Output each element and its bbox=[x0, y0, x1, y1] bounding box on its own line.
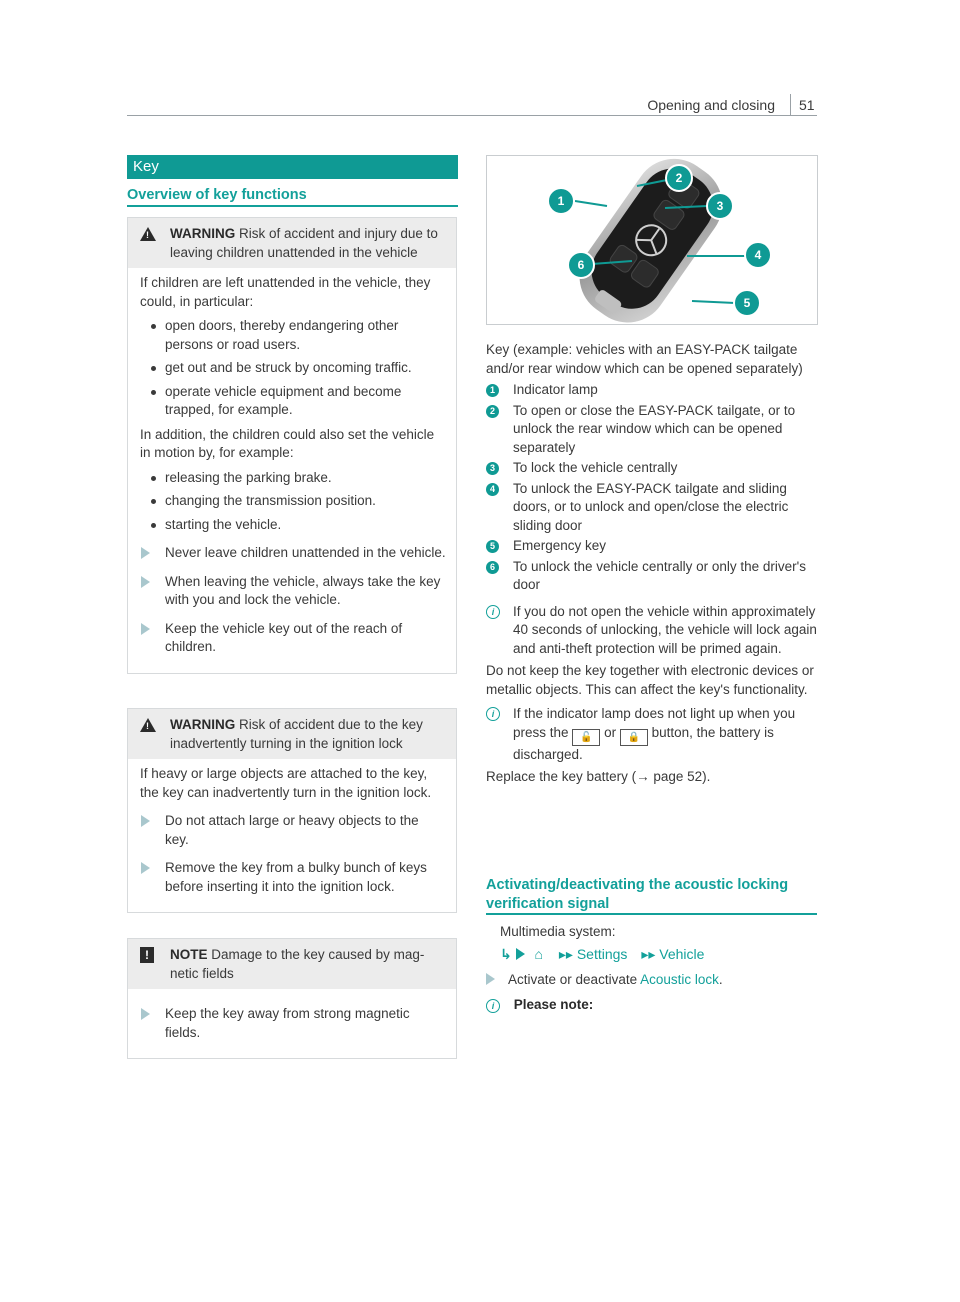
number-badge: 4 bbox=[486, 483, 499, 496]
note-header bbox=[128, 939, 456, 989]
info-note bbox=[486, 603, 818, 659]
warning-box-ignition bbox=[127, 708, 457, 913]
lock-button-icon: 🔒 bbox=[620, 729, 648, 746]
warning-bullets bbox=[140, 317, 446, 420]
header-rule bbox=[127, 115, 817, 116]
action-step: Keep the vehicle key out of the reach of children. bbox=[140, 620, 446, 657]
callout-6: 6 bbox=[577, 258, 585, 272]
subheading-acoustic-lock: Activating/deactivating the acoustic locking verification signal bbox=[486, 877, 789, 912]
warning-keyword: WARNING bbox=[170, 717, 236, 732]
list-item bbox=[486, 558, 818, 595]
note-keyword: NOTE bbox=[170, 947, 208, 962]
list-item: changing the transmission position. bbox=[140, 492, 446, 511]
callout-5: 5 bbox=[743, 296, 751, 310]
note-box-magnetic bbox=[127, 938, 457, 1059]
key-description bbox=[486, 341, 818, 787]
action-step: Remove the key from a bulky bunch of keys before inserting it into the ignition lock. bbox=[140, 859, 446, 896]
please-note bbox=[486, 996, 593, 1015]
unlock-button-icon: 🔓 bbox=[572, 729, 600, 746]
callout-1: 1 bbox=[557, 194, 565, 208]
info-icon: i bbox=[486, 999, 500, 1013]
warning-title: Risk of accident and injury due to leaving children unattended in the vehicle bbox=[170, 226, 438, 260]
step-text: Activate or deactivate bbox=[508, 972, 638, 987]
list-item: releasing the parking brake. bbox=[140, 469, 446, 488]
subheading-rule bbox=[127, 205, 458, 207]
warning-box-children bbox=[127, 217, 457, 674]
action-step: When leaving the vehicle, always take the key with you and lock the vehicle. bbox=[140, 573, 446, 610]
number-badge: 5 bbox=[486, 540, 499, 553]
section-bar bbox=[127, 155, 458, 179]
info-icon: i bbox=[486, 707, 500, 721]
home-icon[interactable]: ⌂ bbox=[534, 946, 543, 962]
callout-2: 2 bbox=[675, 171, 683, 185]
warning-bullets-2 bbox=[140, 469, 446, 535]
subheading-key-functions: Overview of key functions bbox=[127, 187, 307, 203]
item-text: To unlock the vehicle centrally or only the driver's door bbox=[513, 558, 806, 592]
list-item: open doors, thereby endangering other persons or road users. bbox=[140, 317, 446, 354]
info-text: button, the battery is discharged. bbox=[513, 724, 774, 762]
note-icon: ! bbox=[140, 947, 154, 963]
warning-body: If heavy or large objects are attached to the key, the key can inadvertently turn in the ignition lock. bbox=[140, 766, 432, 800]
list-item bbox=[486, 459, 818, 478]
key-fob-drawing bbox=[487, 156, 817, 324]
list-item bbox=[486, 537, 818, 556]
item-text: To lock the vehicle centrally bbox=[513, 460, 678, 475]
list-item: starting the vehicle. bbox=[140, 516, 446, 535]
step-arrow-icon bbox=[486, 973, 495, 985]
warning-title: Risk of accident due to the key inadvertently turning in the ignition lock bbox=[170, 717, 423, 751]
nav-path bbox=[500, 945, 704, 964]
paragraph: Do not keep the key together with electronic devices or metallic objects. This can affect the key's functionality. bbox=[486, 663, 814, 697]
running-header-section: Opening and closing bbox=[647, 97, 775, 113]
warning-keyword: WARNING bbox=[170, 226, 236, 241]
warning-intro-2: In addition, the children could also set the vehicle in motion by, for example: bbox=[140, 426, 435, 460]
warning-icon bbox=[140, 718, 156, 732]
item-text: Indicator lamp bbox=[513, 382, 598, 397]
info-text: or bbox=[604, 724, 617, 740]
nav-double-arrow-icon: ▸▸ bbox=[641, 946, 656, 962]
callout-3: 3 bbox=[716, 199, 724, 213]
list-item bbox=[486, 402, 818, 458]
acoustic-step bbox=[486, 971, 723, 990]
callout-4: 4 bbox=[754, 248, 762, 262]
subheading-rule bbox=[486, 913, 817, 915]
action-step: Do not attach large or heavy objects to the key. bbox=[140, 812, 446, 849]
nav-double-arrow-icon: ▸▸ bbox=[558, 946, 573, 962]
warning-intro: If children are left unattended in the vehicle, they could, in particular: bbox=[140, 275, 431, 309]
header-separator bbox=[790, 94, 791, 116]
key-illustration bbox=[486, 155, 818, 325]
nav-vehicle[interactable]: Vehicle bbox=[659, 946, 705, 962]
list-item: get out and be struck by oncoming traffic. bbox=[140, 359, 446, 378]
multimedia-label: Multimedia system: bbox=[500, 924, 616, 939]
info-text: If you do not open the vehicle within approximately 40 seconds of unlocking, the vehicle will lock again and anti-theft protection will be primed again. bbox=[513, 603, 817, 656]
figure-caption: Key (example: vehicles with an EASY-PACK tailgate and/or rear window which can be opened separately) bbox=[486, 342, 803, 376]
item-text: To unlock the EASY-PACK tailgate and sliding doors, or to unlock and open/close the electric sliding door bbox=[513, 480, 789, 533]
item-text: To open or close the EASY-PACK tailgate, or to unlock the rear window which can be opened separately bbox=[513, 402, 796, 455]
info-note bbox=[486, 705, 818, 764]
number-badge: 6 bbox=[486, 561, 499, 574]
note-title: Damage to the key caused by magnetic fields bbox=[170, 947, 425, 981]
action-step: Keep the key away from strong magnetic fields. bbox=[140, 1005, 446, 1042]
section-bar-title: Key bbox=[133, 158, 159, 175]
number-badge: 1 bbox=[486, 384, 499, 397]
number-badge: 3 bbox=[486, 462, 499, 475]
paragraph: Replace the key battery (→ page 52). bbox=[486, 769, 711, 784]
number-badge: 2 bbox=[486, 405, 499, 418]
list-item bbox=[486, 480, 818, 536]
warning-icon bbox=[140, 227, 156, 241]
step-text-end: . bbox=[718, 972, 723, 987]
acoustic-lock-link[interactable]: Acoustic lock bbox=[640, 972, 719, 987]
nav-settings[interactable]: Settings bbox=[576, 946, 628, 962]
list-item bbox=[486, 381, 818, 400]
nav-arrow-icon bbox=[516, 948, 525, 960]
list-item: operate vehicle equipment and become trapped, for example. bbox=[140, 383, 446, 420]
warning-header bbox=[128, 218, 456, 268]
nav-return-arrow-icon: ↳ bbox=[500, 946, 512, 962]
warning-header bbox=[128, 709, 456, 759]
please-note-text: Please note: bbox=[513, 997, 594, 1012]
action-step: Never leave children unattended in the vehicle. bbox=[140, 544, 446, 563]
page-number: 51 bbox=[799, 97, 815, 113]
item-text: Emergency key bbox=[513, 538, 607, 553]
info-icon: i bbox=[486, 605, 500, 619]
info-text: If the indicator lamp does not light up when you press the bbox=[513, 706, 796, 740]
